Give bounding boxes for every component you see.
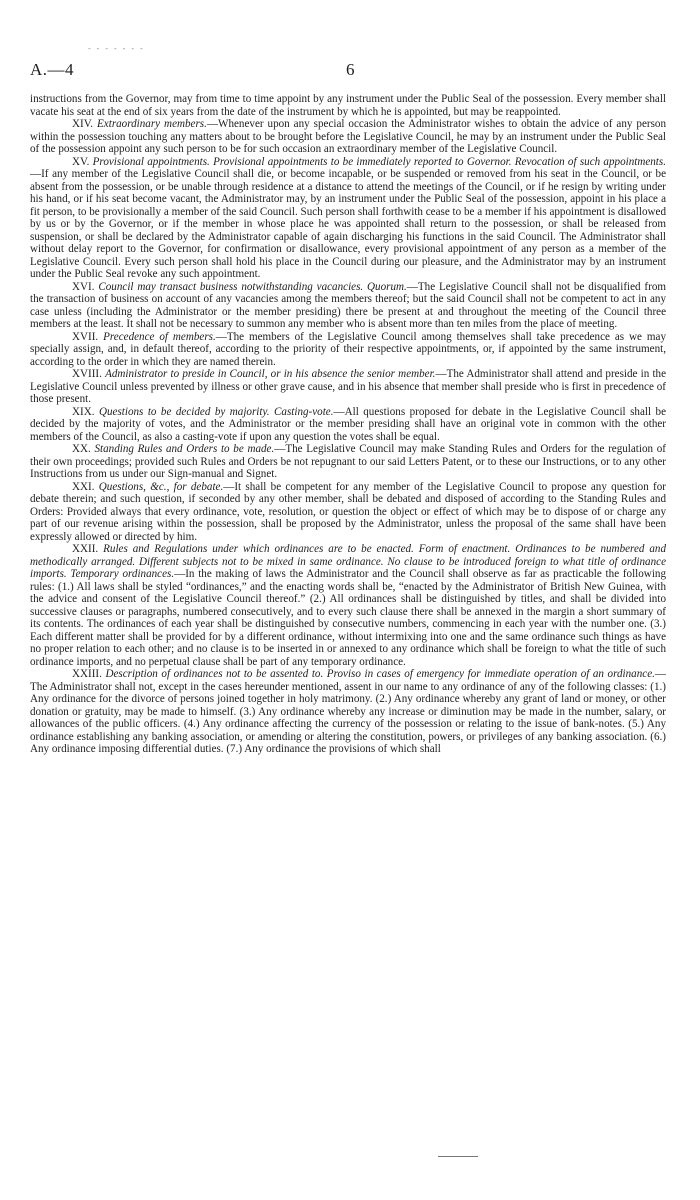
footer-rule <box>438 1156 478 1157</box>
document-reference: A.—4 <box>30 60 75 79</box>
section-number: XXI. <box>72 480 95 493</box>
section-xxii <box>30 543 666 668</box>
section-number: XIX. <box>72 405 95 418</box>
margin-specks: - - - - - - - <box>88 44 145 53</box>
section-text: —Whenever upon any special occasion the Administrator wishes to obtain the advice of any person within the possession touching any matters about to be brought before the Legislative Council, he may by an instrument under the Public Seal of the possession appoint any such person to be for such occasion an extraordinary member of the Legislative Council. <box>30 118 666 155</box>
section-text: —It shall be competent for any member of the Legislative Council to propose any question for debate therein; and such question, if seconded by any other member, shall be debated and disposed of according to the Standing Rules and Orders: Provided always that every ordinance, vote, resolution, or question the object or effect of which may be to dispose of or charge any part of our revenue arising within the possession, shall be proposed by the Administrator, unless the proposal of the same shall have been expressly allowed or directed by him. <box>30 480 666 543</box>
section-text: —The Legislative Council shall not be disqualified from the transaction of business on account of any vacancies among the members thereof; but the said Council shall not be competent to act in any case unless (including the Administrator or the member presiding) there be present at and throughout the meeting of the Council three members at the least. It shall not be necessary to summon any member who is absent more than ten miles from the place of meeting. <box>30 280 667 330</box>
section-text: —In the making of laws the Administrator and the Council shall observe as far as practicable the following rules: (1.) All laws shall be styled “ordinances,” and the enacting words shall be, “enacted by the Administrator of British New Guinea, with the advice and consent of the Legislative Council thereof.” (2.) All ordinances shall be distinguished by titles, and shall be divided into successive clauses or paragraphs, numbered consecutively, and to every such clause there shall be annexed in the margin a short summary of its contents. The ordinances of each year shall be distinguished by consecutive numbers, commencing in each year with the number one. (3.) Each different matter shall be provided for by a different ordinance, without intermixing into one and the same ordinance such things as have no proper relation to each other; and no clause is to be inserted in or annexed to any ordinance which shall be foreign to what the title of such ordinance imports, and no perpetual clause shall be part of any temporary ordinance. <box>30 568 666 668</box>
section-xvi <box>30 281 666 331</box>
section-xviii <box>30 368 666 406</box>
section-text: —The Administrator shall not, except in the cases hereunder mentioned, assent in our name to any ordinance of any of the following classes: (1.) Any ordinance for the divorce of persons joined together in holy matrimony. (2.) Any ordinance whereby any grant of land or money, or other donation or gratuity, may be made to himself. (3.) Any ordinance whereby any increase or diminution may be made in the number, salary, or allowances of the public officers. (4.) Any ordinance affecting the currency of the possession or relating to the issue of bank-notes. (5.) Any ordinance establishing any banking association, or amending or altering the constitution, powers, or privileges of any banking association. (6.) Any ordinance imposing differential duties. (7.) Any ordinance the provisions of which shall <box>30 668 666 755</box>
section-xix <box>30 406 666 444</box>
section-text: —The members of the Legislative Council among themselves shall take precedence as we may specially assign, and, in default thereof, according to the priority of their respective appointments, or, if appointed by the same instrument, according to the order in which they are named therein. <box>30 330 666 368</box>
section-marginal-title: Questions to be decided by majority. Casting-vote. <box>98 405 334 418</box>
section-xx <box>30 443 666 481</box>
section-marginal-title: Precedence of members. <box>103 330 216 343</box>
page-number: 6 <box>346 60 355 79</box>
continued-paragraph: instructions from the Governor, may from time to time appoint by any instrument under the Public Seal of the possession. Every member shall vacate his seat at the end of six years from the date of the instrument by which he is appointed, but may be reappointed. <box>30 93 666 118</box>
section-number: XXIII. <box>72 668 102 680</box>
section-marginal-title: Provisional appointments. Provisional appointments to be immediately reported to Governor. Revocation of such appointments. <box>92 155 666 168</box>
section-text: —All questions proposed for debate in the Legislative Council shall be decided by the majority of votes, and the Administrator or the member presiding shall have an original vote in common with the other members of the Council, as also a casting-vote if upon any question the votes shall be equal. <box>30 405 666 443</box>
page-header <box>30 60 670 82</box>
section-marginal-title: Description of ordinances not to be assented to. Proviso in cases of emergency for immediate operation of an ordinance. <box>105 668 655 680</box>
section-marginal-title: Administrator to preside in Council, or in his absence the senior member. <box>105 368 436 380</box>
section-number: XVI. <box>72 280 95 293</box>
section-marginal-title: Rules and Regulations under which ordinances are to be enacted. Form of enactment. Ordinances to be numbered and methodically arranged. Different subjects not to be mixed in same ordinance. No clause to be introduced foreign to what title of ordinance imports. Temporary ordinances. <box>30 543 666 580</box>
body-text <box>30 93 666 756</box>
section-number: XIV. <box>72 118 94 130</box>
section-xxi <box>30 481 666 544</box>
section-number: XVII. <box>72 330 99 343</box>
section-number: XVIII. <box>72 368 102 380</box>
section-text: —If any member of the Legislative Council shall die, or become incapable, or be suspended or removed from his seat in the Council, or be absent from the possession, or be unable through residence at a distance to attend the meetings of the Council, or if he resign by writing under his hand, or if his seat become vacant, the Administrator may, by an instrument under the Public Seal of the possession, appoint in his place a fit person, to be provisionally a member of the said Council. Such person shall forthwith cease to be a member if his appointment is disallowed by us or by the Governor, or if the member in whose place he was appointed shall return to the possession, or shall be released from suspension, or shall be declared by the Administrator capable of again discharging his functions in the said Council. The Administrator shall without delay report to the Governor, for confirmation or disallowance, every provisional appointment of any person as a member of the Legislative Council. Every such person shall hold his place in the Council during our pleasure, and the Administrator may by an instrument under the Public Seal revoke any such appointment. <box>30 168 666 280</box>
section-marginal-title: Questions, &c., for debate. <box>98 480 224 493</box>
section-number: XX. <box>72 443 91 455</box>
section-marginal-title: Standing Rules and Orders to be made. <box>94 443 275 455</box>
section-text: —The Legislative Council may make Standing Rules and Orders for the regulation of their own proceedings; provided such Rules and Orders be not repugnant to our said Letters Patent, or to these our Instructions, or to any other Instructions from us under our Sign-manual and Signet. <box>30 443 666 480</box>
section-xiv <box>30 118 666 156</box>
section-xxiii <box>30 668 666 756</box>
section-xv <box>30 156 666 281</box>
section-text: —The Administrator shall attend and preside in the Legislative Council unless prevented by illness or other grave cause, and in his absence that member shall preside who is first in precedence of those present. <box>30 368 666 405</box>
section-marginal-title: Extraordinary members. <box>97 118 207 130</box>
section-marginal-title: Council may transact business notwithstanding vacancies. Quorum. <box>98 280 407 293</box>
section-number: XV. <box>72 155 90 168</box>
section-number: XXII. <box>72 543 99 555</box>
section-xvii <box>30 331 666 369</box>
